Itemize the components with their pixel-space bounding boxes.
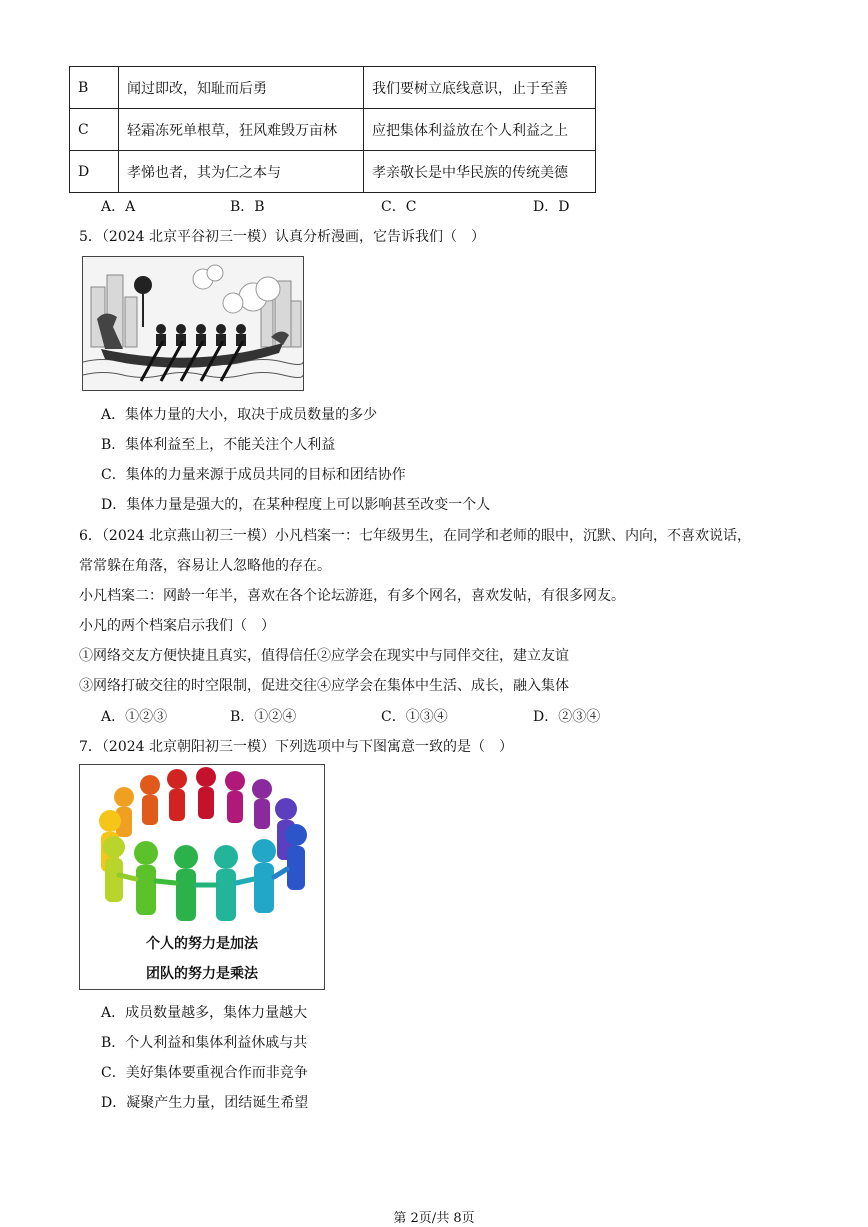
q5-choice-d[interactable]: D．集体力量是强大的，在某种程度上可以影响甚至改变一个人 — [101, 497, 491, 513]
teamwork-image — [79, 764, 325, 990]
table-cell-meaning: 我们要树立底线意识，止于至善 — [364, 67, 596, 109]
table-cell-quote: 轻霜冻死单根草，狂风难毁万亩林 — [119, 109, 364, 151]
caption-line2: 团队的努力是乘法 — [146, 966, 258, 982]
q5-choice-c[interactable]: C．集体的力量来源于成员共同的目标和团结协作 — [101, 467, 406, 483]
table-row — [70, 109, 596, 151]
table-cell-quote: 孝悌也者，其为仁之本与 — [119, 151, 364, 193]
table-cell-meaning: 孝亲敬长是中华民族的传统美德 — [364, 151, 596, 193]
q4-choice-d[interactable]: D．D — [533, 199, 570, 215]
table-cell-key: C — [70, 109, 119, 151]
table-cell-quote: 闻过即改，知耻而后勇 — [119, 67, 364, 109]
q6-choice-d[interactable]: D．②③④ — [533, 709, 601, 725]
q6-option-line1: ①网络交友方便快捷且真实，值得信任②应学会在现实中与同伴交往，建立友谊 — [79, 648, 569, 664]
q5-stem: 5．（2024 北京平谷初三一模）认真分析漫画，它告诉我们（ ） — [79, 229, 485, 245]
q6-option-line2: ③网络打破交往的时空限制，促进交往④应学会在集体中生活、成长，融入集体 — [79, 678, 569, 694]
caption-line1: 个人的努力是加法 — [146, 936, 258, 952]
q4-choice-b[interactable]: B．B — [230, 199, 265, 215]
q4-choice-a[interactable]: A．A — [101, 199, 136, 215]
page-number: 第 2页/共 8页 — [393, 1211, 475, 1226]
q6-choice-a[interactable]: A．①②③ — [101, 709, 168, 725]
q7-choice-b[interactable]: B．个人利益和集体利益休戚与共 — [101, 1035, 308, 1051]
q6-stem-line4: 小凡的两个档案启示我们（ ） — [79, 618, 275, 634]
table-cell-key: B — [70, 67, 119, 109]
table-cell-meaning: 应把集体利益放在个人利益之上 — [364, 109, 596, 151]
q4-choice-c[interactable]: C．C — [381, 199, 417, 215]
table-row — [70, 151, 596, 193]
dragon-boat-illustration — [83, 257, 303, 390]
dragon-boat-cartoon — [82, 256, 304, 391]
q7-choice-c[interactable]: C．美好集体要重视合作而非竞争 — [101, 1065, 308, 1081]
answer-table — [69, 66, 596, 193]
q7-choice-d[interactable]: D．凝聚产生力量，团结诞生希望 — [101, 1095, 309, 1111]
table-cell-key: D — [70, 151, 119, 193]
q6-stem-line2: 常常躲在角落，容易让人忽略他的存在。 — [79, 558, 331, 574]
q6-stem-line3: 小凡档案二：网龄一年半，喜欢在各个论坛游逛，有多个网名，喜欢发帖，有很多网友。 — [79, 588, 625, 604]
people-circle-illustration — [80, 765, 324, 929]
q7-choice-a[interactable]: A．成员数量越多，集体力量越大 — [101, 1005, 308, 1021]
q5-choice-a[interactable]: A．集体力量的大小，取决于成员数量的多少 — [101, 407, 378, 423]
q7-stem: 7．（2024 北京朝阳初三一模）下列选项中与下图寓意一致的是（ ） — [79, 739, 513, 755]
q5-choice-b[interactable]: B．集体利益至上，不能关注个人利益 — [101, 437, 336, 453]
q6-choice-b[interactable]: B．①②④ — [230, 709, 297, 725]
q6-stem-line1: 6．（2024 北京燕山初三一模）小凡档案一：七年级男生，在同学和老师的眼中，沉默、内向，不喜欢说话， — [79, 528, 751, 544]
q6-choice-c[interactable]: C．①③④ — [381, 709, 448, 725]
table-row — [70, 67, 596, 109]
